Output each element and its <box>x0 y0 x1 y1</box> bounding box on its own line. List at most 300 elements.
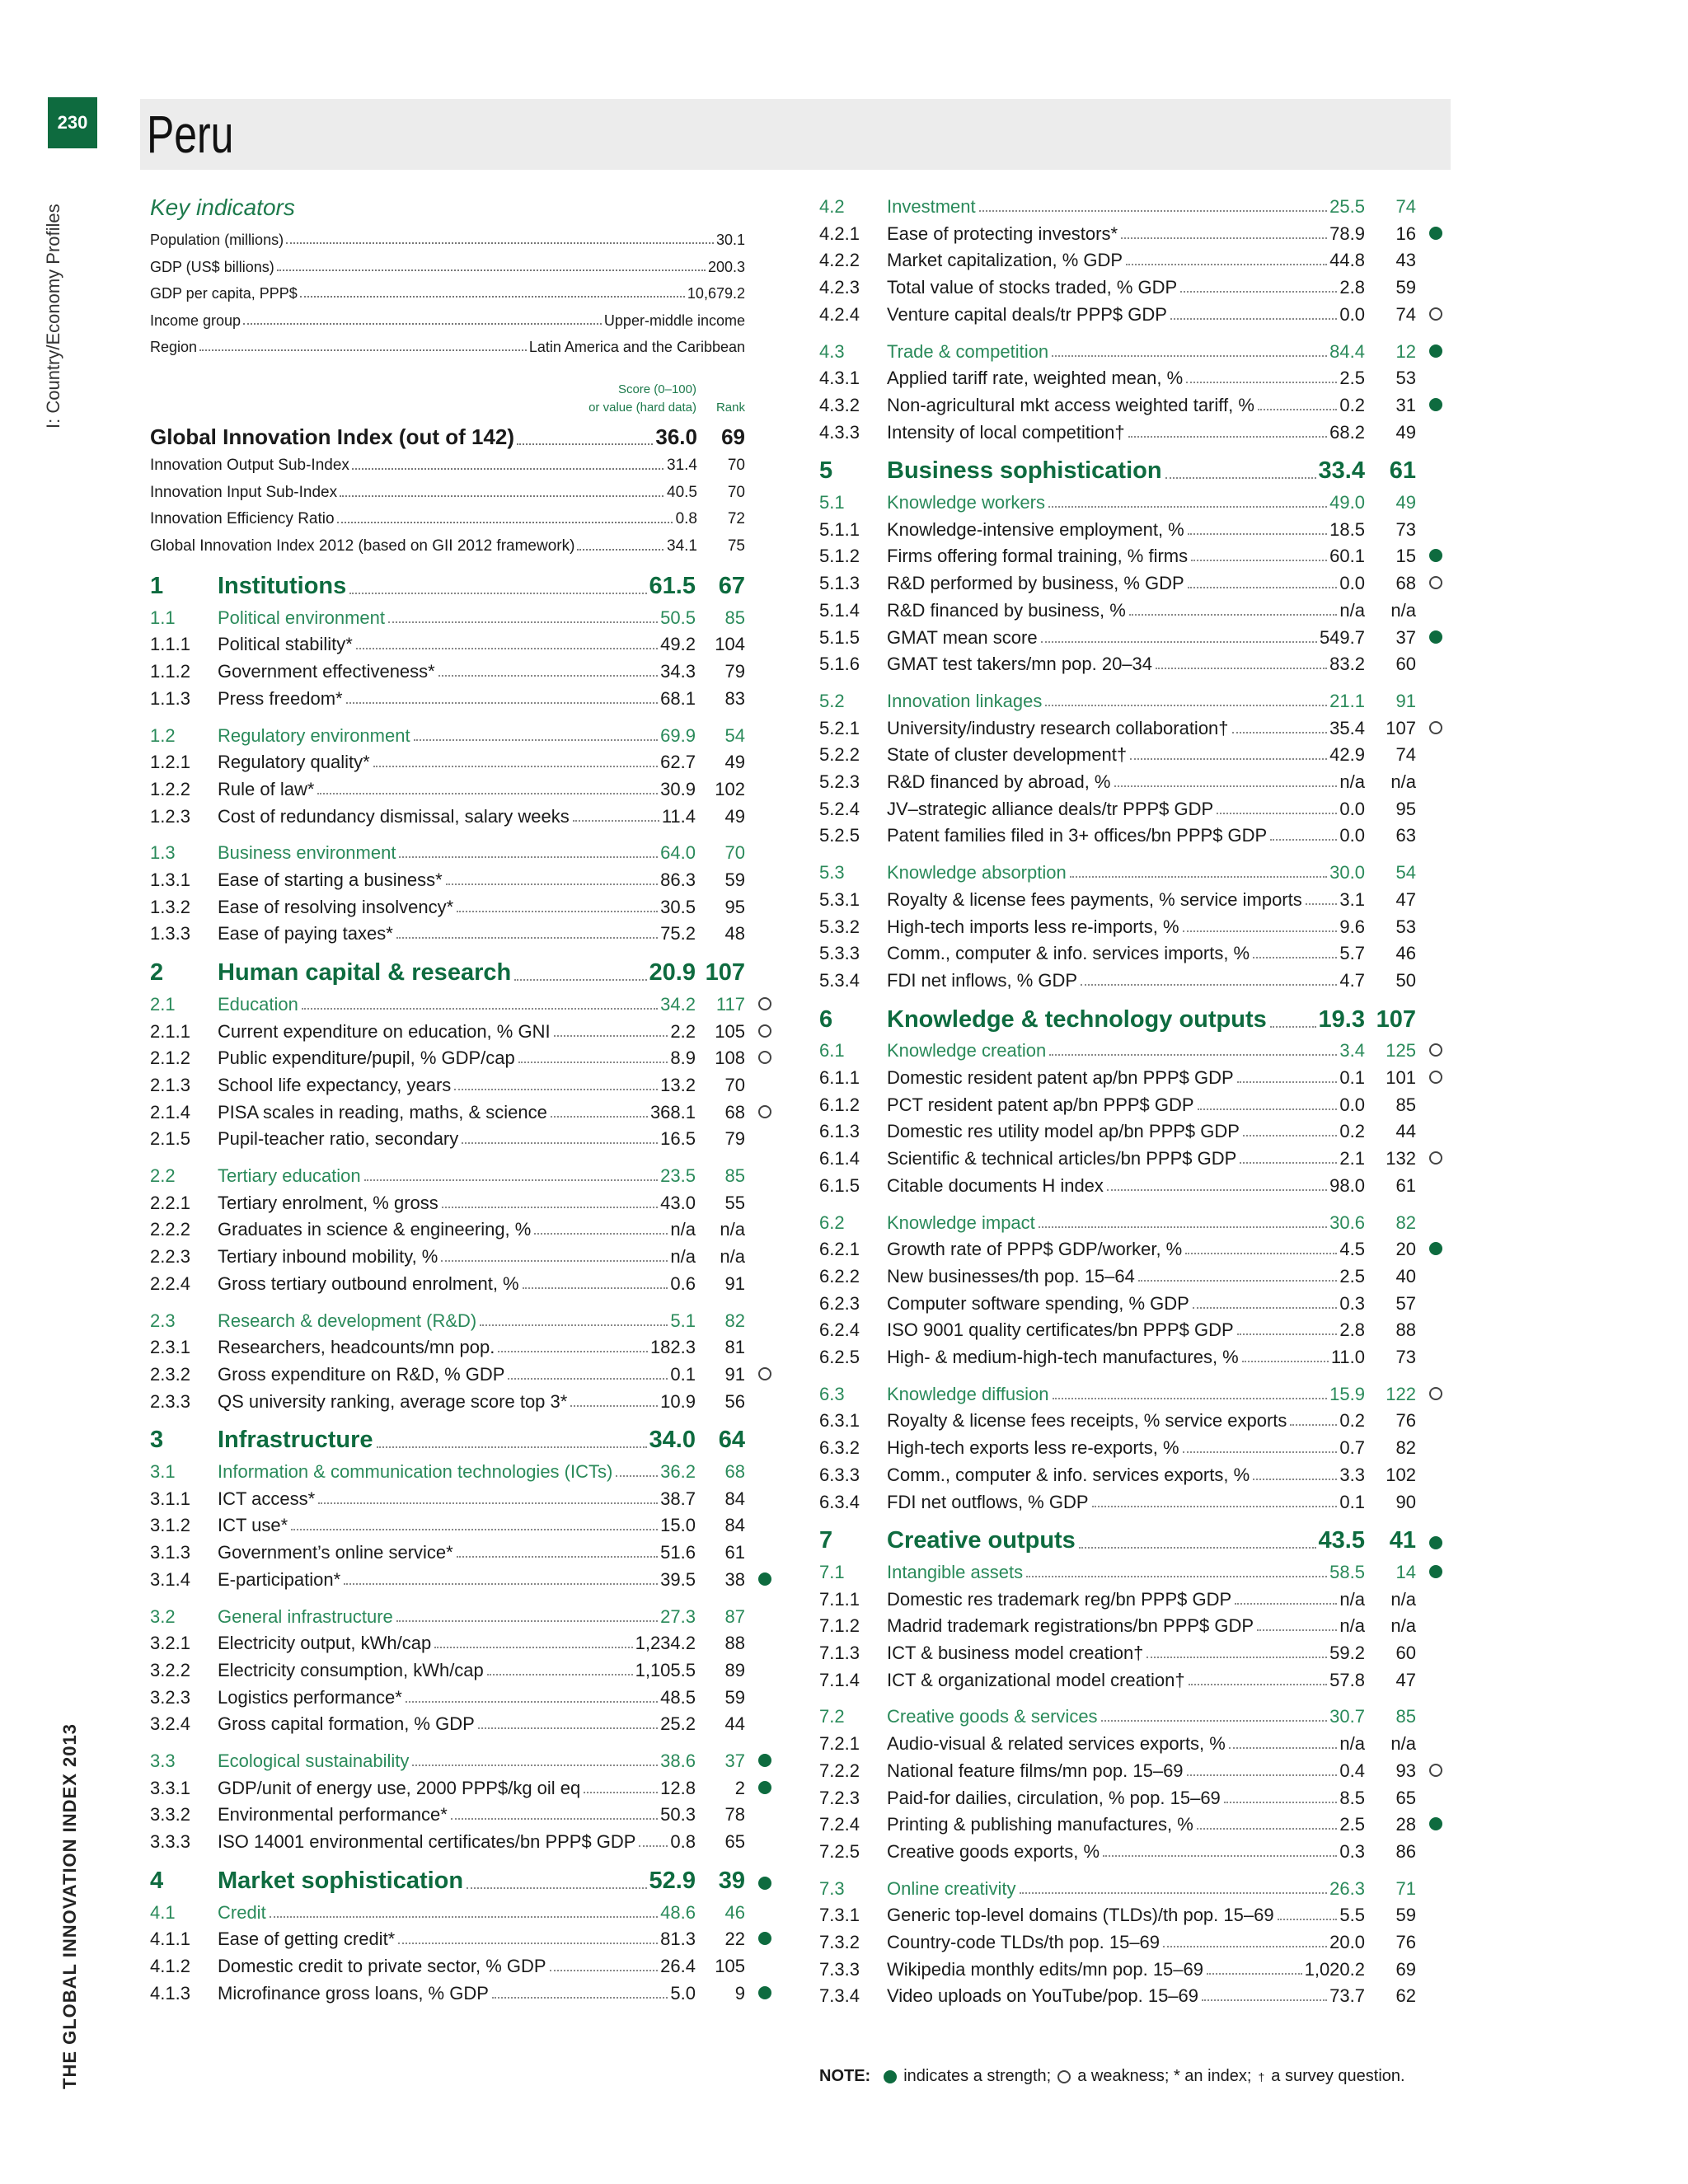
leader-dots <box>498 1351 648 1352</box>
strength-dot-icon <box>1429 398 1442 411</box>
row-label: Tertiary inbound mobility, % <box>218 1246 438 1268</box>
leader-dots <box>438 675 658 677</box>
leader-dots <box>454 1089 658 1090</box>
strength-dot-icon <box>884 2070 897 2083</box>
indicator-row <box>819 1091 1446 1118</box>
sub-pillar-row <box>150 991 776 1017</box>
leader-dots <box>639 1845 668 1847</box>
row-number: 2.1.4 <box>150 1101 190 1122</box>
row-rank: 107 <box>1376 1005 1416 1033</box>
row-number: 2.3.2 <box>150 1363 190 1385</box>
row-rank: 53 <box>1395 916 1416 937</box>
row-score: 39.5 <box>660 1568 696 1590</box>
indicator-row <box>819 391 1446 418</box>
leader-dots <box>1079 1547 1316 1549</box>
leader-dots <box>356 648 658 649</box>
indicator-row <box>819 624 1446 650</box>
row-label: Electricity consumption, kWh/cap <box>218 1659 484 1680</box>
row-rank: 59 <box>724 1686 745 1708</box>
row-score: 2.5 <box>1339 1814 1365 1835</box>
leader-dots <box>1257 1629 1337 1631</box>
row-number: 2.1 <box>150 993 176 1015</box>
leader-dots <box>467 1887 646 1889</box>
row-rank: 79 <box>724 661 745 682</box>
note-survey-text: a survey question. <box>1271 2067 1405 2085</box>
leader-dots <box>1202 1999 1327 2001</box>
row-score: 81.3 <box>660 1929 696 1950</box>
row-number: 6.1.2 <box>819 1094 860 1115</box>
indicator-row <box>150 776 776 802</box>
row-score: 57.8 <box>1329 1669 1365 1690</box>
row-rank: 82 <box>1395 1212 1416 1233</box>
row-label: Venture capital deals/tr PPP$ GDP <box>887 303 1167 325</box>
leader-dots <box>286 242 714 244</box>
key-indicators-heading: Key indicators <box>150 194 295 220</box>
weakness-circle-icon <box>758 1367 771 1380</box>
row-number: 5.1.4 <box>819 599 860 621</box>
row-score: 2.8 <box>1339 1319 1365 1341</box>
row-number: 3.1 <box>150 1461 176 1482</box>
indicator-label: Income group <box>150 312 241 329</box>
row-rank: 107 <box>1386 717 1416 738</box>
row-number: 2.1.5 <box>150 1128 190 1150</box>
row-label: Business sophistication <box>887 457 1162 485</box>
row-score: 4.7 <box>1339 969 1365 991</box>
leader-dots <box>451 1818 658 1820</box>
indicator-row <box>819 1407 1446 1433</box>
row-number: 6.1 <box>819 1040 845 1062</box>
leader-dots <box>270 1916 658 1918</box>
leader-dots <box>1048 506 1327 508</box>
indicator-row <box>819 1666 1446 1693</box>
strength-dot-icon <box>1429 227 1442 240</box>
leader-dots <box>457 1556 658 1558</box>
row-score: 0.3 <box>1339 1840 1365 1862</box>
row-label: Computer software spending, % GDP <box>887 1292 1189 1314</box>
title-bar <box>140 99 1451 170</box>
sub-pillar-row <box>150 722 776 748</box>
indicator-row <box>819 1290 1446 1316</box>
leader-dots <box>414 739 659 741</box>
row-rank: 132 <box>1386 1148 1416 1169</box>
row-label: High-tech imports less re-imports, % <box>887 916 1179 937</box>
note-weakness-text: a weakness; * an index; <box>1077 2067 1252 2085</box>
sub-index-row <box>150 531 745 555</box>
row-label: Knowledge creation <box>887 1040 1047 1062</box>
row-score: 18.5 <box>1329 518 1365 540</box>
row-rank: 54 <box>1395 862 1416 883</box>
weakness-circle-icon <box>758 1024 771 1038</box>
row-number: 5.2.4 <box>819 798 860 819</box>
leader-dots <box>1290 1424 1337 1426</box>
score-header-line2: or value (hard data) <box>588 401 696 415</box>
row-label: Gross tertiary outbound enrolment, % <box>218 1272 519 1294</box>
key-indicator-row <box>150 305 745 330</box>
indicator-row <box>819 1901 1446 1928</box>
row-label: ICT use* <box>218 1515 288 1536</box>
row-rank: n/a <box>720 1219 745 1240</box>
leader-dots <box>457 911 658 912</box>
leader-dots <box>1146 1657 1327 1658</box>
key-indicator-row <box>150 224 745 249</box>
row-label: PCT resident patent ap/bn PPP$ GDP <box>887 1094 1194 1115</box>
row-number: 3.2 <box>150 1605 176 1627</box>
row-label: University/industry research collaboration† <box>887 717 1229 738</box>
indicator-row <box>150 1952 776 1979</box>
indicator-row <box>819 1343 1446 1370</box>
row-score: 25.2 <box>660 1713 696 1735</box>
row-score: 42.9 <box>1329 744 1365 766</box>
indicator-row <box>819 1316 1446 1343</box>
indicator-row <box>150 1071 776 1098</box>
leader-dots <box>406 1701 658 1703</box>
row-label: Ease of protecting investors* <box>887 223 1118 244</box>
row-rank: 95 <box>1395 798 1416 819</box>
row-score: 15.0 <box>660 1515 696 1536</box>
row-rank: 74 <box>1395 196 1416 217</box>
strength-dot-icon <box>758 1781 771 1794</box>
leader-dots <box>1186 382 1337 383</box>
row-score: 48.6 <box>660 1901 696 1923</box>
row-rank: 101 <box>1386 1067 1416 1088</box>
row-label: Infrastructure <box>218 1427 373 1454</box>
row-rank: 68 <box>1395 573 1416 594</box>
row-score: n/a <box>1339 1733 1365 1755</box>
sub-pillar-row <box>819 1875 1446 1901</box>
row-label: Current expenditure on education, % GNI <box>218 1020 551 1042</box>
row-label: Government’s online service* <box>218 1542 453 1563</box>
row-number: 6.1.4 <box>819 1148 860 1169</box>
row-rank: 91 <box>724 1272 745 1294</box>
leader-dots <box>1270 1026 1316 1028</box>
row-score: 2.8 <box>1339 277 1365 298</box>
sub-pillar-row <box>819 1380 1446 1407</box>
sub-index-row <box>150 477 745 502</box>
sub-pillar-row <box>819 1037 1446 1063</box>
row-label: Creative goods exports, % <box>887 1840 1100 1862</box>
row-number: 5.3.4 <box>819 969 860 991</box>
row-label: QS university ranking, average score top 3* <box>218 1390 568 1412</box>
rank-column-header: Rank <box>715 401 745 415</box>
row-label: Intangible assets <box>887 1561 1024 1582</box>
row-number: 2.2.2 <box>150 1219 190 1240</box>
row-label: Knowledge impact <box>887 1212 1035 1233</box>
row-rank: 2 <box>734 1777 745 1798</box>
indicator-row <box>819 913 1446 940</box>
row-number: 3.3.1 <box>150 1777 190 1798</box>
indicator-row <box>150 1044 776 1071</box>
row-label: Regulatory quality* <box>218 752 370 773</box>
row-label: Patent families filed in 3+ offices/bn PPP$ GDP <box>887 825 1268 846</box>
weakness-circle-icon <box>1429 576 1442 589</box>
leader-dots <box>514 979 646 981</box>
row-label: Human capital & research <box>218 959 512 987</box>
row-rank: 38 <box>724 1568 745 1590</box>
row-score: 36.2 <box>660 1461 696 1482</box>
row-score: 84.4 <box>1329 340 1365 362</box>
indicator-row <box>819 274 1446 300</box>
row-rank: 79 <box>724 1128 745 1150</box>
row-rank: 47 <box>1395 1669 1416 1690</box>
row-score: 59.2 <box>1329 1643 1365 1663</box>
leader-dots <box>1107 1189 1327 1191</box>
sub-index-label: Innovation Output Sub-Index <box>150 457 349 474</box>
row-label: Information & communication technologies (ICTs) <box>218 1461 613 1482</box>
row-rank: 85 <box>1395 1706 1416 1727</box>
indicator-row <box>819 1956 1446 1982</box>
row-rank: 61 <box>1389 457 1416 485</box>
row-number: 4.2.3 <box>819 277 860 298</box>
sub-index-score: 31.4 <box>667 457 697 474</box>
row-number: 7.3.4 <box>819 1985 860 2007</box>
row-score: 5.5 <box>1339 1905 1365 1926</box>
row-number: 1.1.2 <box>150 661 190 682</box>
leader-dots <box>1183 1451 1338 1453</box>
row-number: 5.1.5 <box>819 626 860 648</box>
row-label: Knowledge workers <box>887 492 1045 513</box>
leader-dots <box>1070 876 1327 878</box>
row-label: Credit <box>218 1901 266 1923</box>
row-number: 2.3.3 <box>150 1390 190 1412</box>
leader-dots <box>1180 291 1337 293</box>
row-number: 7.2.4 <box>819 1814 860 1835</box>
indicator-row <box>819 1982 1446 2008</box>
leader-dots <box>573 820 659 822</box>
leader-dots <box>1045 705 1327 706</box>
row-rank: 40 <box>1395 1265 1416 1286</box>
row-rank: 60 <box>1395 1643 1416 1663</box>
row-rank: 82 <box>1395 1437 1416 1459</box>
indicator-row <box>819 419 1446 445</box>
indicator-row <box>150 1539 776 1565</box>
row-number: 3.3 <box>150 1750 176 1771</box>
row-label: Scientific & technical articles/bn PPP$ GDP <box>887 1148 1237 1169</box>
row-number: 6.1.1 <box>819 1067 860 1088</box>
row-label: Market capitalization, % GDP <box>887 250 1123 271</box>
leader-dots <box>1103 1855 1337 1857</box>
row-score: 38.6 <box>660 1750 696 1771</box>
row-rank: 54 <box>724 724 745 746</box>
leader-dots <box>1207 1973 1302 1975</box>
row-rank: 49 <box>724 752 745 773</box>
indicator-row <box>819 364 1446 391</box>
row-rank: 12 <box>1395 340 1416 362</box>
row-number: 7.3.1 <box>819 1905 860 1926</box>
row-rank: 37 <box>1395 626 1416 648</box>
row-label: Business environment <box>218 842 396 864</box>
row-score: 78.9 <box>1329 223 1365 244</box>
row-number: 2.2.1 <box>150 1192 190 1213</box>
row-rank: 48 <box>724 923 745 944</box>
row-score: 30.9 <box>660 778 696 799</box>
indicator-label: GDP per capita, PPP$ <box>150 285 298 302</box>
row-rank: 22 <box>724 1929 745 1950</box>
row-rank: 107 <box>705 959 745 987</box>
sub-pillar-row <box>819 1558 1446 1585</box>
sub-index-rank: 75 <box>727 537 745 555</box>
leader-dots <box>1092 1506 1338 1507</box>
indicator-row <box>819 1639 1446 1666</box>
row-number: 5.3.3 <box>819 943 860 964</box>
row-number: 2.2.3 <box>150 1246 190 1268</box>
row-rank: 67 <box>718 573 745 599</box>
row-number: 4.2.4 <box>819 303 860 325</box>
sub-pillar-row <box>819 687 1446 714</box>
row-number: 4.2.1 <box>819 223 860 244</box>
row-number: 7.3.2 <box>819 1932 860 1952</box>
row-label: Electricity output, kWh/cap <box>218 1633 432 1654</box>
row-rank: 68 <box>724 1101 745 1122</box>
row-label: GDP/unit of energy use, 2000 PPP$/kg oil eq <box>218 1777 581 1798</box>
row-rank: 85 <box>1395 1094 1416 1115</box>
row-label: Market sophistication <box>218 1867 464 1894</box>
row-label: Cost of redundancy dismissal, salary weeks <box>218 805 570 827</box>
indicator-label: Region <box>150 339 198 356</box>
row-rank: 82 <box>724 1310 745 1331</box>
row-score: 8.5 <box>1339 1787 1365 1808</box>
row-label: ISO 9001 quality certificates/bn PPP$ GDP <box>887 1319 1234 1341</box>
row-rank: 44 <box>1395 1121 1416 1142</box>
indicator-row <box>819 1612 1446 1638</box>
row-label: E-participation* <box>218 1568 341 1590</box>
row-number: 6.2.3 <box>819 1292 860 1314</box>
row-number: 5.3 <box>819 862 845 883</box>
row-number: 7.1.3 <box>819 1643 860 1663</box>
row-number: 6.3.2 <box>819 1437 860 1459</box>
row-label: Domestic credit to private sector, % GDP <box>218 1955 546 1976</box>
row-number: 4.3 <box>819 340 845 362</box>
sub-index-row <box>150 450 745 475</box>
indicator-row <box>819 1461 1446 1488</box>
row-score: 58.5 <box>1329 1561 1365 1582</box>
row-rank: 49 <box>1395 421 1416 443</box>
row-number: 6.1.5 <box>819 1174 860 1196</box>
row-label: Environmental performance* <box>218 1804 448 1825</box>
row-score: n/a <box>670 1219 696 1240</box>
leader-dots <box>434 1647 632 1648</box>
leader-dots <box>1081 984 1337 986</box>
row-score: 2.5 <box>1339 1265 1365 1286</box>
row-label: ICT & organizational model creation† <box>887 1669 1185 1690</box>
row-number: 7.2.2 <box>819 1760 860 1781</box>
row-number: 1.1 <box>150 607 176 628</box>
row-number: 3.1.4 <box>150 1568 190 1590</box>
sub-index-rank: 70 <box>727 457 745 474</box>
leader-dots <box>1052 355 1327 357</box>
row-label: Innovation linkages <box>887 690 1043 711</box>
row-score: 25.5 <box>1329 196 1365 217</box>
leader-dots <box>243 323 602 325</box>
row-rank: 57 <box>1395 1292 1416 1314</box>
leader-dots <box>398 1943 658 1944</box>
row-number: 1.2.3 <box>150 805 190 827</box>
row-score: 51.6 <box>660 1542 696 1563</box>
indicator-row <box>150 1125 776 1151</box>
sub-index-rank: 72 <box>727 510 745 528</box>
row-rank: 61 <box>724 1542 745 1563</box>
row-rank: 102 <box>715 778 745 799</box>
row-label: FDI net outflows, % GDP <box>887 1491 1089 1512</box>
pillar-row <box>819 1005 1446 1035</box>
row-rank: 102 <box>1386 1464 1416 1485</box>
row-number: 1.3 <box>150 842 176 864</box>
row-score: 5.0 <box>670 1982 696 2004</box>
row-rank: n/a <box>720 1246 745 1268</box>
row-label: Rule of law* <box>218 778 315 799</box>
row-number: 4.2.2 <box>819 250 860 271</box>
row-score: 0.2 <box>1339 394 1365 415</box>
leader-dots <box>1041 641 1317 643</box>
row-number: 3.3.2 <box>150 1804 190 1825</box>
row-score: 368.1 <box>649 1101 696 1122</box>
leader-dots <box>551 1116 648 1118</box>
sub-pillar-row <box>150 1458 776 1484</box>
row-number: 1.3.2 <box>150 896 190 917</box>
leader-dots <box>1253 957 1337 958</box>
row-rank: 59 <box>724 869 745 890</box>
row-label: Royalty & license fees payments, % service imports <box>887 888 1302 910</box>
row-label: Trade & competition <box>887 340 1049 362</box>
row-rank: 122 <box>1386 1383 1416 1404</box>
indicator-row <box>819 1235 1446 1262</box>
row-rank: 86 <box>1395 1840 1416 1862</box>
pillar-row <box>150 575 776 602</box>
leader-dots <box>349 593 646 594</box>
weakness-circle-icon <box>1429 307 1442 321</box>
row-score: 26.3 <box>1329 1877 1365 1899</box>
row-rank: 84 <box>724 1515 745 1536</box>
indicator-row <box>819 542 1446 569</box>
leader-dots <box>1242 1361 1329 1362</box>
row-label: High-tech exports less re-exports, % <box>887 1437 1179 1459</box>
row-number: 2.1.3 <box>150 1074 190 1095</box>
row-number: 6.2.4 <box>819 1319 860 1341</box>
row-label: Paid-for dailies, circulation, % pop. 15–69 <box>887 1787 1221 1808</box>
row-label: Growth rate of PPP$ GDP/worker, % <box>887 1239 1183 1260</box>
strength-dot-icon <box>1429 1817 1442 1830</box>
leader-dots <box>1189 1684 1328 1685</box>
strength-dot-icon <box>1429 1536 1442 1549</box>
sub-index-rank: 70 <box>727 483 745 501</box>
sub-index-score: 0.8 <box>675 510 697 528</box>
row-number: 6.3.1 <box>819 1410 860 1432</box>
indicator-row <box>819 886 1446 912</box>
row-label: Video uploads on YouTube/pop. 15–69 <box>887 1985 1199 2007</box>
indicator-row <box>819 597 1446 623</box>
indicator-row <box>150 685 776 711</box>
note-label: NOTE: <box>819 2067 871 2085</box>
row-score: 3.3 <box>1339 1464 1365 1485</box>
section-label: I: Country/Economy Profiles <box>43 204 63 429</box>
row-number: 6.2 <box>819 1212 845 1233</box>
row-label: Graduates in science & engineering, % <box>218 1219 532 1240</box>
row-label: Country-code TLDs/th pop. 15–69 <box>887 1932 1160 1952</box>
row-number: 1.3.1 <box>150 869 190 890</box>
row-label: ICT & business model creation† <box>887 1643 1144 1663</box>
row-label: Ease of starting a business* <box>218 869 443 890</box>
row-score: 8.9 <box>670 1047 696 1069</box>
row-score: n/a <box>1339 771 1365 792</box>
row-number: 7 <box>819 1527 833 1554</box>
row-label: Knowledge absorption <box>887 862 1067 883</box>
row-number: 5.1.2 <box>819 546 860 567</box>
row-rank: 61 <box>1395 1174 1416 1196</box>
note-legend <box>819 2067 1405 2086</box>
leader-dots <box>1237 1081 1338 1083</box>
sub-pillar-row <box>150 1307 776 1333</box>
row-score: 50.5 <box>660 607 696 628</box>
indicator-row <box>150 1099 776 1125</box>
